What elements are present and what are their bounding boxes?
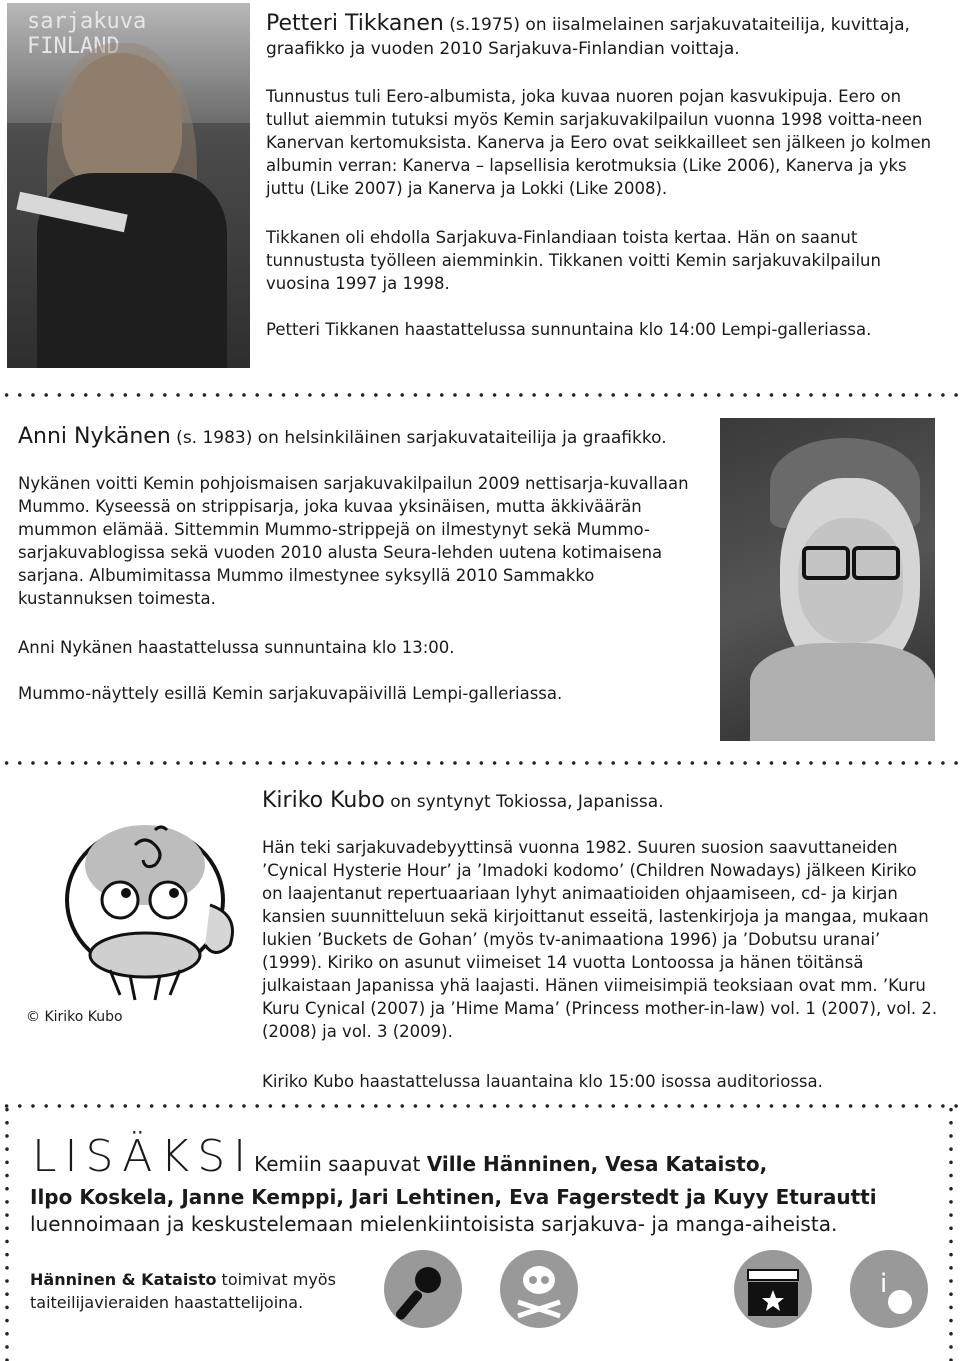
box-right-border — [948, 1103, 954, 1361]
petteri-paragraph-3: Petteri Tikkanen haastattelussa sunnuntaina klo 14:00 Lempi-galleriassa. — [266, 320, 872, 339]
lisaksi-guests: Ilpo Koskela, Janne Kemppi, Jari Lehtinen, Eva Fagerstedt ja Kuyy Eturautti — [30, 1185, 877, 1209]
petteri-name: Petteri Tikkanen — [266, 11, 444, 36]
svg-text:i: i — [880, 1269, 888, 1299]
lisaksi-note: Hänninen & Kataisto toimivat myös taiteilijavieraiden haastattelijoina. — [30, 1270, 336, 1312]
kiriko-name: Kiriko Kubo — [262, 788, 385, 813]
info-icon — [850, 1250, 928, 1328]
kiriko-credit: © Kiriko Kubo — [26, 1009, 123, 1025]
lisaksi-heading: LISÄKSIKemiin saapuvat Ville Hänninen, Vesa Kataisto, — [32, 1131, 768, 1182]
petteri-intro: Petteri Tikkanen (s.1975) on iisalmelainen sarjakuvataiteilija, kuvittaja, graafikko ja vuoden 2010 Sarjakuva-Finlandian voittaja. — [266, 11, 910, 59]
anni-intro: Anni Nykänen (s. 1983) on helsinkiläinen sarjakuvataiteilija ja graafikko. — [18, 424, 667, 449]
lisaksi-topic: luennoimaan ja keskustelemaan mielenkiintoisista sarjakuva- ja manga-aiheista. — [30, 1212, 838, 1236]
lisaksi-title: LISÄKSI — [32, 1131, 255, 1182]
kiriko-paragraph-1: Hän teki sarjakuvadebyyttinsä vuonna 1982. Suuren suosion saavuttaneiden ’Cynical Hysterie Hour’ ja ’Imadoki kodomo’ (Children Nowadays) jälkeen Kiriko on laajentanut repertuaariaan lyhyt animaatioiden ohjaamiseen, cd- ja kirjan kansien suunnitteluun sekä kirjoittanut esseitä, lastenkirjoja ja mangaa, mukaan lukien ’Buckets de Gohan’ (myös tv-animaationa 1996) ja ’Dobutsu uranai’ (1999). Kiriko on asunut viimeiset 14 vuotta Lontoossa ja hänen töitänsä julkaistaan Japanissa yhä laajasti. Hänen viimeisimpiä teoksiaan ovat mm. ’Kuru Kuru Cynical (2007) ja ’Hime Mama’ (Princess mother-in-law) vol. 1 (2007), vol. 2.(2008) ja vol. 3 (2009). — [262, 838, 938, 1041]
anni-paragraph-1: Nykänen voitti Kemin pohjoismaisen sarjakuvakilpailun 2009 nettisarja-kuvallaan Mummo. Kyseessä on strippisarja, joka kuvaa yksinäisen, mutta äkkiväärän mummon elämää. Sittemmin Mummo-strippejä on ilmestynyt sekä Mummo-sarjakuvablogissa sekä vuoden 2010 alusta Seura-lehden uutena kotimaisena sarjana. Albumimitassa Mummo ilmestynee syksyllä 2010 Sammakko kustannuksen toimesta. — [18, 474, 689, 608]
anni-paragraph-2: Anni Nykänen haastattelussa sunnuntaina klo 13:00. — [18, 638, 455, 657]
anni-photo — [720, 418, 935, 741]
petteri-paragraph-2: Tikkanen oli ehdolla Sarjakuva-Finlandiaan toista kertaa. Hän on saanut tunnustusta työlleen aiemminkin. Tikkanen voitti Kemin sarjakuvakilpailun vuosina 1997 ja 1998. — [266, 228, 881, 293]
anni-name: Anni Nykänen — [18, 424, 171, 449]
skull-icon — [500, 1250, 578, 1328]
kiriko-character-illustration — [50, 805, 250, 1005]
box-left-border — [4, 1103, 10, 1361]
kiriko-paragraph-2: Kiriko Kubo haastattelussa lauantaina klo 15:00 isossa auditoriossa. — [262, 1072, 823, 1091]
anni-paragraph-3: Mummo-näyttely esillä Kemin sarjakuvapäivillä Lempi-galleriassa. — [18, 684, 563, 703]
film-clapper-icon — [734, 1250, 812, 1328]
divider-2 — [0, 760, 960, 766]
box-top-border — [0, 1103, 960, 1109]
photo-banner-text: sarjakuva FINLAND — [27, 9, 147, 59]
petteri-photo — [7, 3, 250, 368]
microphone-icon — [384, 1250, 462, 1328]
divider-1 — [0, 392, 960, 398]
kiriko-intro: Kiriko Kubo on syntynyt Tokiossa, Japanissa. — [262, 788, 664, 813]
petteri-paragraph-1: Tunnustus tuli Eero-albumista, joka kuvaa nuoren pojan kasvukipuja. Eero on tullut aiemmin tutuksi myös Kemin sarjakuvakilpailun vuonna 1998 voitta-neen Kanervan kertomuksista. Kanerva ja Eero ovat seikkailleet sen jälkeen jo kolmen albumin verran: Kanerva – lapsellisia kerotmuksia (Like 2006), Kanerva ja yks juttu (Like 2007) ja Kanerva ja Lokki (Like 2008). — [266, 87, 932, 198]
